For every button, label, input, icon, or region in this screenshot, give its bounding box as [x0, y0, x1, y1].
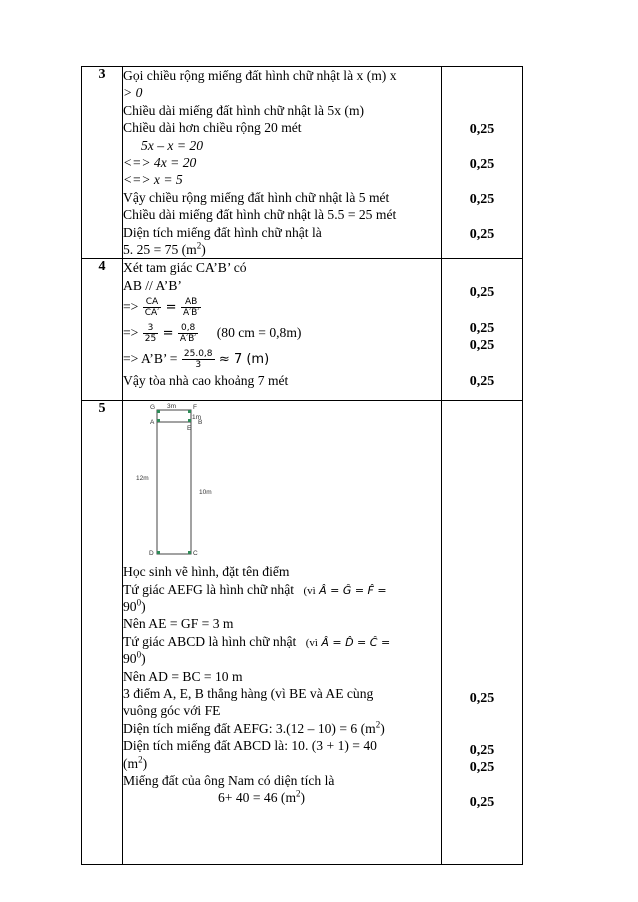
score-value: 0,25 — [469, 743, 495, 759]
score-value: 0,25 — [469, 321, 495, 337]
score-value: 0,25 — [469, 691, 495, 707]
score-value: 0,25 — [469, 285, 495, 301]
label-3m: 3m — [167, 403, 177, 411]
score-value: 0,25 — [469, 338, 495, 354]
text-line: Diện tích miếng đất hình chữ nhật là — [123, 224, 322, 240]
right-angle-mark — [157, 551, 160, 554]
text-line: Vậy chiều rộng miếng đất hình chữ nhật là 5 mét — [123, 189, 390, 205]
text-line: Chiều dài miếng đất hình chữ nhật là 5x (m) — [123, 102, 365, 118]
text-line: 5. 25 = 75 $(m^2)$ — [123, 240, 206, 257]
question-number: 3 — [82, 67, 123, 259]
label-a: A — [150, 419, 155, 427]
text-line: $(m^2)$ — [123, 754, 148, 771]
score-value: 0,25 — [469, 760, 495, 776]
label-12m: 12m — [136, 475, 149, 483]
label-10m: 10m — [199, 489, 212, 497]
fraction: $\frac{25.0,8}{3}$ — [183, 349, 213, 371]
text-line: vuông góc với FE — [123, 703, 221, 719]
label-g: G — [150, 404, 156, 412]
text-line: 3 điểm A, E, B thẳng hàng (vì BE và AE cùng — [123, 686, 374, 702]
solution-cell — [123, 67, 442, 259]
score-cell — [442, 259, 523, 401]
label-d: D — [149, 550, 154, 558]
table-row — [82, 67, 523, 259]
label-c: C — [193, 550, 198, 558]
question-number: 4 — [82, 259, 123, 401]
text-line: Học sinh vẽ hình, đặt tên điểm — [123, 564, 290, 580]
score-value: 0,25 — [469, 157, 495, 172]
text-line: $90^0$) — [123, 597, 146, 615]
text-line: Chiều dài hơn chiều rộng 20 mét — [123, 120, 302, 136]
score-cell — [442, 401, 523, 865]
text-line: 6+ 40 = 46 $(m^2)$ — [218, 788, 306, 806]
table-row — [82, 259, 523, 401]
fraction-line: => $\frac{CA}{CA'}$ = $\frac{AB}{A'B'}$ — [123, 297, 200, 319]
label-1m: 1m — [192, 414, 202, 422]
question-number: 5 — [82, 401, 123, 865]
fraction: $\frac{3}{25}$ — [144, 323, 157, 345]
fraction: $\frac{AB}{A'B'}$ — [182, 297, 200, 319]
text-line: Miếng đất của ông Nam có diện tích là — [123, 772, 335, 788]
text-line: Nên AE = GF = 3 m — [123, 616, 234, 632]
text-line: Gọi chiều rộng miếng đất hình chữ nhật là x (m) x — [123, 68, 397, 83]
answer-table — [81, 66, 523, 865]
text-line: Vậy tòa nhà cao khoảng 7 mét — [123, 373, 289, 389]
equation-line: 5x – x = 20 — [141, 137, 204, 153]
text-line: Diện tích miếng đất AEFG: 3.(12 – 10) = 6 $(m^2)$ — [123, 719, 385, 736]
figure-outline — [157, 410, 191, 554]
score-cell — [442, 67, 523, 259]
text-line: Tứ giác ABCD là hình chữ nhật (vì Â = D̂ = Ĉ = — [123, 633, 391, 649]
text-line: Xét tam giác CA’B’ có — [123, 260, 247, 276]
right-angle-mark — [188, 410, 191, 413]
solution-cell — [123, 401, 442, 865]
text-line: > 0 — [123, 85, 143, 101]
text-line: Tứ giác AEFG là hình chữ nhật (vì Â = Ĝ = F̂ = — [123, 581, 387, 597]
fraction-line: => $\frac{3}{25}$ = $\frac{0,8}{A'B'}$ (80 cm = 0,8m) — [123, 323, 302, 345]
score-value: 0,25 — [469, 374, 495, 390]
text-line: Diện tích miếng đất ABCD là: 10. (3 + 1) = 40 — [123, 738, 377, 754]
label-b: B — [198, 419, 203, 427]
rectangle-figure — [133, 402, 233, 558]
text-line: $90^0$) — [123, 649, 146, 667]
right-angle-mark — [157, 419, 160, 422]
fraction: $\frac{CA}{CA'}$ — [144, 297, 160, 319]
fraction-line: => A’B’ = $\frac{25.0,8}{3}$ ≈ 7 (m) — [123, 349, 270, 371]
equation-line: <=> 4x = 20 — [123, 154, 197, 170]
score-value: 0,25 — [469, 795, 495, 811]
text-line: Chiều dài miếng đất hình chữ nhật là 5.5 = 25 mét — [123, 207, 397, 223]
score-value: 0,25 — [469, 227, 495, 242]
right-angle-mark — [188, 419, 191, 422]
score-value: 0,25 — [469, 192, 495, 207]
text-line: AB // A’B’ — [123, 277, 182, 293]
fraction: $\frac{0,8}{A'B'}$ — [179, 323, 197, 345]
label-e: E — [187, 425, 192, 433]
table-row — [82, 401, 523, 865]
right-angle-mark — [157, 410, 160, 413]
text-line: Nên AD = BC = 10 m — [123, 668, 243, 684]
solution-cell — [123, 259, 442, 401]
score-value: 0,25 — [469, 122, 495, 137]
label-f: F — [193, 404, 197, 412]
right-angle-mark — [188, 551, 191, 554]
equation-line: <=> x = 5 — [123, 172, 183, 188]
